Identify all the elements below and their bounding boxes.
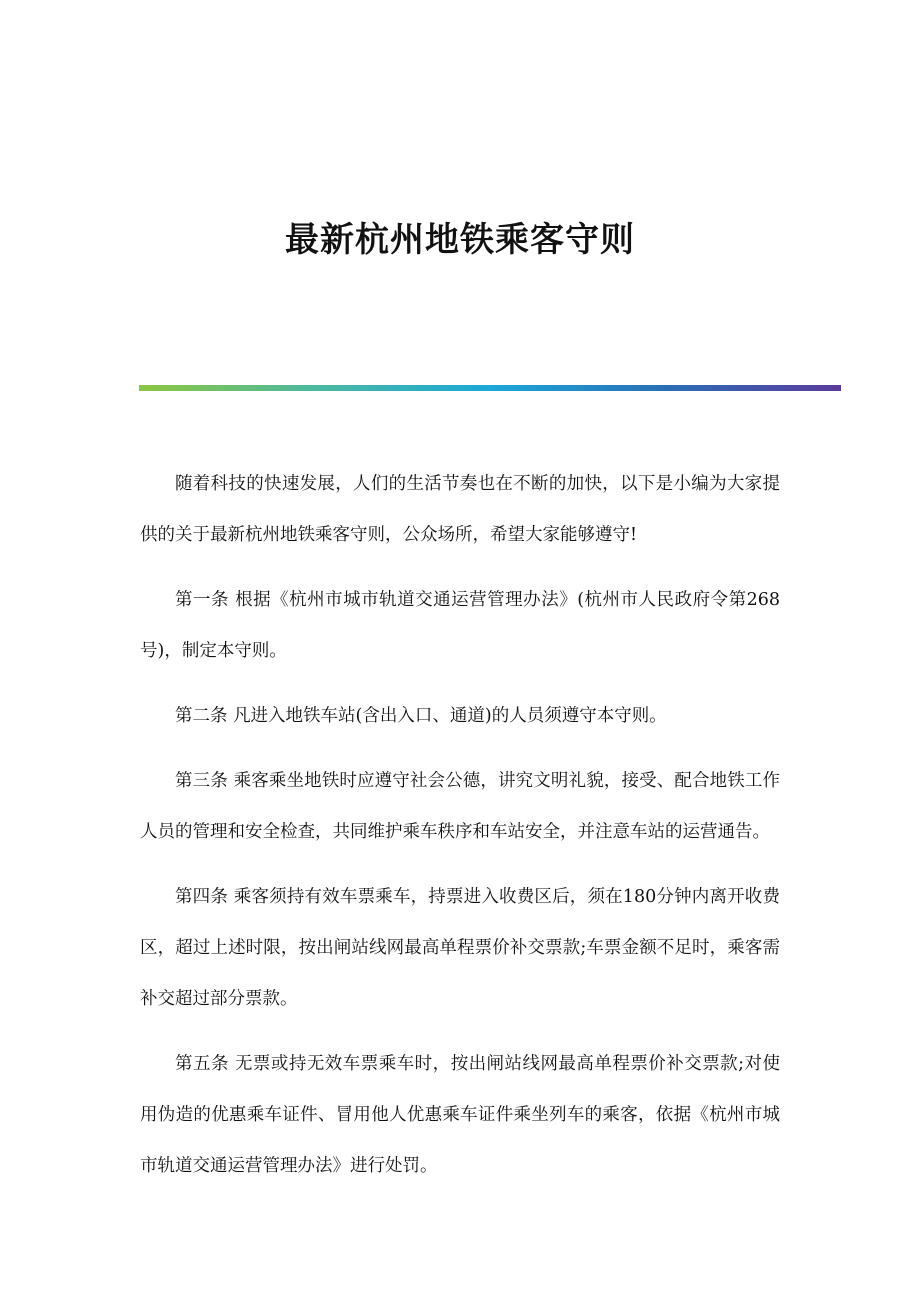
paragraph-article-5: 第五条 无票或持无效车票乘车时，按出闸站线网最高单程票价补交票款;对使用伪造的优惠乘车证件、冒用他人优惠乘车证件乘坐列车的乘客，依据《杭州市城市轨道交通运营管理办法》进行处罚。 (140, 1054, 780, 1176)
paragraph-article-2: 第二条 凡进入地铁车站(含出入口、通道)的人员须遵守本守则。 (175, 706, 667, 726)
paragraph-intro: 随着科技的快速发展，人们的生活节奏也在不断的加快，以下是小编为大家提供的关于最新杭州地铁乘客守则，公众场所，希望大家能够遵守! (140, 474, 780, 545)
paragraph-article-3: 第三条 乘客乘坐地铁时应遵守社会公德，讲究文明礼貌，接受、配合地铁工作人员的管理和安全检查，共同维护乘车秩序和车站安全，并注意车站的运营通告。 (140, 771, 780, 842)
paragraph-article-4: 第四条 乘客须持有效车票乘车，持票进入收费区后，须在180分钟内离开收费区，超过上述时限，按出闸站线网最高单程票价补交票款;车票金额不足时，乘客需补交超过部分票款。 (140, 887, 780, 1009)
paragraph-article-1: 第一条 根据《杭州市城市轨道交通运营管理办法》(杭州市人民政府令第268号)，制定本守则。 (140, 590, 780, 661)
gradient-divider (139, 385, 841, 391)
document-title: 最新杭州地铁乘客守则 (285, 220, 635, 260)
document-body (140, 459, 780, 1206)
